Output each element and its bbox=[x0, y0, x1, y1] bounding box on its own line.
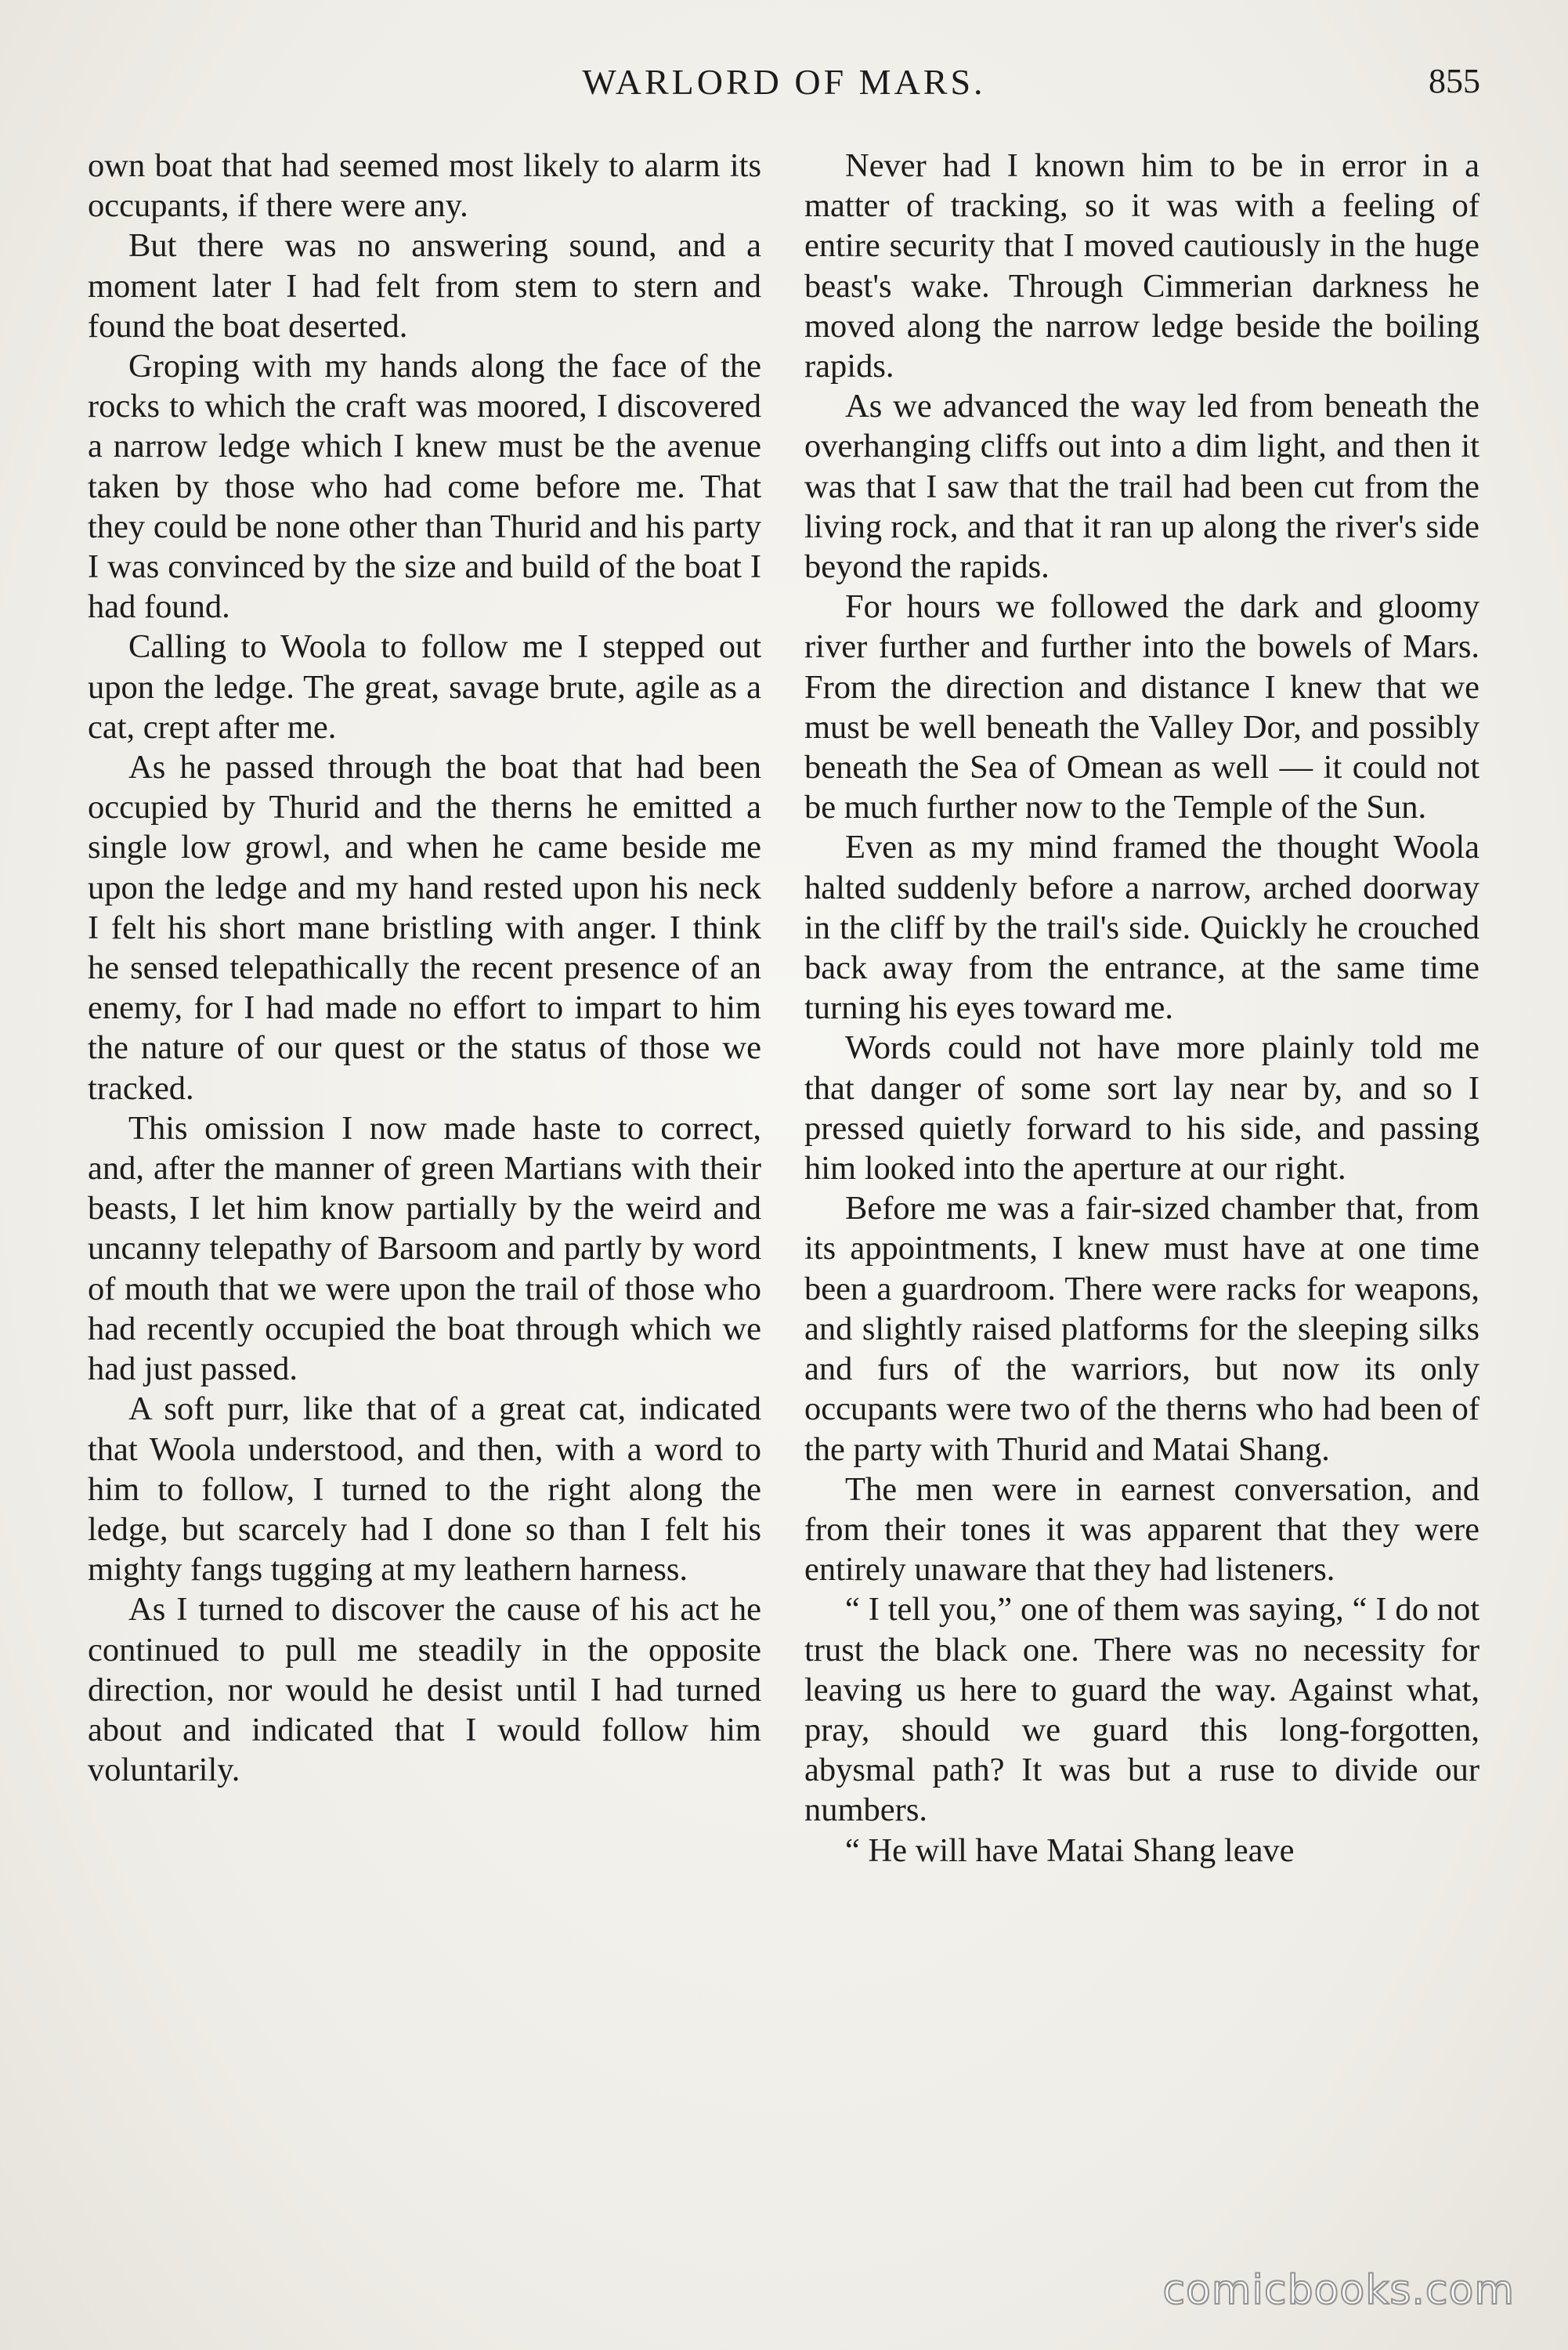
running-head bbox=[0, 61, 1568, 116]
paragraph: Even as my mind framed the thought Woola halted suddenly before a narrow, arched doorway in the cliff by the trail's side. Quickly he crouched back away from the entrance, at the same time turning his eyes toward me. bbox=[804, 829, 1479, 1027]
paragraph: Groping with my hands along the face of the rocks to which the craft was moored, I discovered a narrow ledge which I knew must be the avenue taken by those who had come before me. That they could be none other than Thurid and his party I was convinced by the size and build of the boat I had found. bbox=[88, 348, 761, 626]
left-column bbox=[88, 146, 761, 1790]
paragraph: A soft purr, like that of a great cat, indicated that Woola understood, and then, with a word to him to follow, I turned to the right along the ledge, but scarcely had I done so than I felt his mighty fangs tugging at my leathern harness. bbox=[88, 1390, 761, 1589]
right-column bbox=[804, 146, 1479, 1871]
paragraph: As we advanced the way led from beneath the overhanging cliffs out into a dim light, and then it was that I saw that the trail had been cut from the living rock, and that it ran up along the river's side beyond the rapids. bbox=[804, 388, 1479, 586]
paragraph: Before me was a fair-sized chamber that, from its appointments, I knew must have at one time been a guardroom. There were racks for weapons, and slightly raised platforms for the sleeping silks and furs of the warriors, but now its only occupants were two of the therns who had been of the party with Thurid and Matai Shang. bbox=[804, 1190, 1479, 1468]
paragraph: For hours we followed the dark and gloomy river further and further into the bowels of Mars. From the direction and distance I knew that we must be well beneath the Valley Dor, and possibly beneath the Sea of Omean as well — it could not be much further now to the Temple of the Sun. bbox=[804, 588, 1479, 826]
paragraph: This omission I now made haste to correct, and, after the manner of green Martians with their beasts, I let him know partially by the weird and uncanny telepathy of Barsoom and partly by word of mouth that we were upon the trail of those who had recently occupied the boat through which we had just passed. bbox=[88, 1109, 761, 1388]
paragraph: As he passed through the boat that had been occupied by Thurid and the therns he emitted a single low growl, and when he came beside me upon the ledge and my hand rested upon his neck I felt his short mane bristling with anger. I think he sensed telepathically the recent presence of an enemy, for I had made no effort to impart to him the nature of our quest or the status of those we tracked. bbox=[88, 749, 761, 1107]
paragraph: “ He will have Matai Shang leave bbox=[845, 1831, 1295, 1869]
paragraph: The men were in earnest conversation, and from their tones it was apparent that they were entirely unaware that they had listeners. bbox=[804, 1470, 1479, 1589]
paragraph: own boat that had seemed most likely to alarm its occupants, if there were any. bbox=[88, 147, 761, 225]
paragraph: Words could not have more plainly told me that danger of some sort lay near by, and so I pressed quietly forward to his side, and passing him looked into the aperture at our right. bbox=[804, 1029, 1479, 1188]
paragraph: But there was no answering sound, and a moment later I had felt from stem to stern and found the boat deserted. bbox=[88, 227, 761, 345]
running-title: WARLORD OF MARS. bbox=[582, 62, 986, 102]
paragraph: Never had I known him to be in error in a matter of tracking, so it was with a feeling of entire security that I moved cautiously in the huge beast's wake. Through Cimmerian darkness he moved along the narrow ledge beside the boiling rapids. bbox=[804, 147, 1479, 385]
paragraph: As I turned to discover the cause of his act he continued to pull me steadily in the opposite direction, nor would he desist until I had turned about and indicated that I would follow him voluntarily. bbox=[88, 1591, 761, 1789]
paragraph: “ I tell you,” one of them was saying, “ I do not trust the black one. There was no necessity for leaving us here to guard the way. Against what, pray, should we guard this long-forgotten, abysmal path? It was but a ruse to divide our numbers. bbox=[804, 1591, 1479, 1829]
page-number: 855 bbox=[1429, 62, 1480, 100]
paragraph: Calling to Woola to follow me I stepped out upon the ledge. The great, savage brute, agile as a cat, crept after me. bbox=[88, 628, 761, 746]
watermark: comicbooks.com bbox=[1162, 2267, 1515, 2314]
